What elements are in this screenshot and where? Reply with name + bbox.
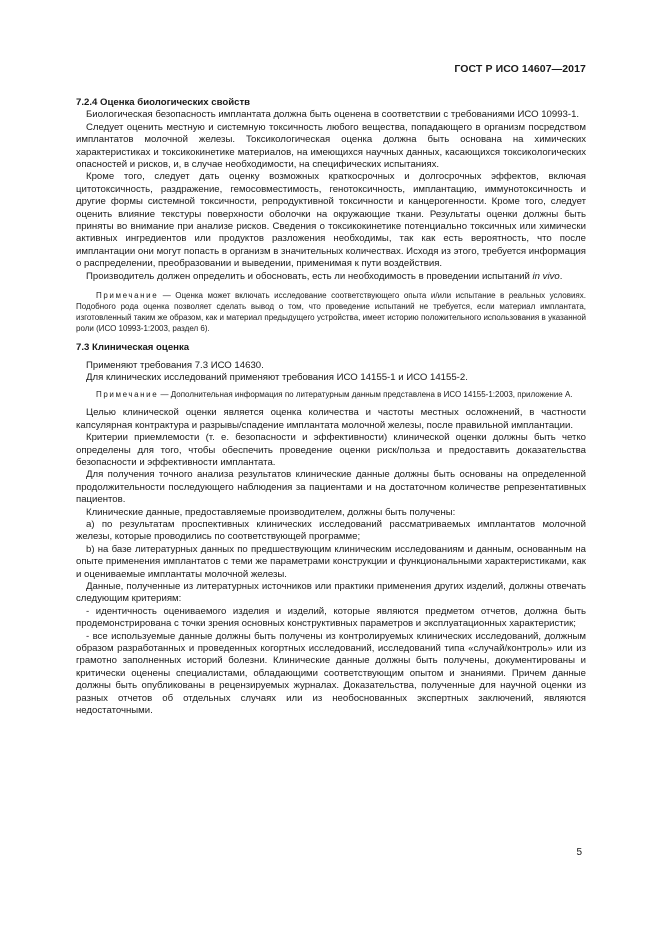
list-item: - идентичность оцениваемого изделия и изделий, которые являются предметом отчетов, должна быть продемонстрирована с точки зрения основных конструктивных параметров и эксплуатационных характеристик;: [76, 605, 586, 630]
note-label: Примечание: [96, 390, 159, 400]
page-number: 5: [576, 847, 582, 858]
text: Производитель должен определить и обосновать, есть ли необходимость в проведении испытаний: [86, 270, 530, 282]
text: .: [559, 270, 563, 282]
paragraph: Биологическая безопасность имплантата должна быть оценена в соответствии с требованиями ИСО 10993-1.: [86, 109, 580, 121]
list-item: b) на базе литературных данных по предшествующим клиническим исследованиям и данным, основанным на опыте применения имплантатов с теми же параметрами конструкции и функциональными характеристиками, как и оцениваемые имплантаты молочной железы.: [76, 543, 586, 580]
note-text: — Оценка может включать исследование соответствующего опыта и/или испытание в реальных условиях. Подобного рода оценка позволяет сделать вывод о том, что проведение испытаний не требуется, если материал имплантата, изготовленный таким же образом, как и материал предыдущего устройства, имеет историю положительного использования в указанной роли (ИСО 10993-1:2003, раздел 6).: [76, 291, 586, 334]
paragraph: Целью клинической оценки является оценка количества и частоты местных осложнений, в частности капсулярная контрактура и разрывы/спадение имплантата молочной железы, после правильной имплантации.: [76, 407, 586, 431]
section-724-heading: 7.2.4 Оценка биологических свойств: [76, 97, 251, 108]
note-text: — Дополнительная информация по литературным данным представлена в ИСО 14155-1:2003, приложение А.: [158, 390, 573, 400]
italic-text: in vivo: [532, 270, 560, 282]
paragraph: Данные, полученные из литературных источников или практики применения других изделий, должны отвечать следующим критериям:: [76, 581, 586, 605]
document-body: [76, 97, 586, 717]
paragraph: Следует оценить местную и системную токсичность любого вещества, попадающего в организм посредством имплантатов молочной железы. Токсикологическая оценка должна быть основана на химических характеристиках и токсикокинетике материалов, на имеющихся научных данных, касающихся токсикологических опасностей и рисков, и, в случае необходимости, на специфических испытаниях.: [76, 121, 586, 171]
section-73-heading: 7.3 Клиническая оценка: [76, 342, 190, 354]
standard-header: ГОСТ Р ИСО 14607—2017: [454, 63, 586, 75]
note: [76, 389, 586, 400]
paragraph: Критерии приемлемости (т. е. безопасности и эффективности) клинической оценки должны быть четко определены для того, чтобы обеспечить проведение оценки риск/польза и предоставить доказательства безопасности и эффективности имплантата.: [76, 432, 586, 468]
note-label: Примечание: [96, 291, 159, 301]
paragraph: Применяют требования 7.3 ИСО 14630.: [86, 359, 264, 371]
paragraph: Для получения точного анализа результатов клинические данные должны быть основаны на определенной продолжительности последующего наблюдения за пациентами и на достаточном количестве репрезентативных пациентов.: [76, 469, 586, 506]
note: [76, 290, 586, 334]
paragraph: Кроме того, следует дать оценку возможных краткосрочных и долгосрочных эффектов, включая цитотоксичность, раздражение, гемосовместимость, генотоксичность, имплантацию, иммунотоксичность и другие формы системной токсичности, репродуктивной токсичности и канцерогенности. Кроме того, следует оценить влияние текстуры поверхности оболочки на окружающие ткани. Результаты оценки должны быть приняты во внимание при анализе рисков. Сведения о токсикокинетике потенциально токсичных или химически активных ингредиентов или продуктов разложения необходимы, так как есть вероятность, что после имплантации они могут попасть в организм в значительных количествах. Исходя из этого, требуется информация о распределении, преобразовании и выведении, применимая к пути воздействия.: [76, 171, 586, 270]
paragraph: [76, 271, 586, 283]
paragraph: Для клинических исследований применяют требования ИСО 14155-1 и ИСО 14155-2.: [86, 371, 468, 383]
list-item: а) по результатам проспективных клинических исследований рассматриваемых имплантатов молочной железы, которые проводились по соответствующей программе;: [76, 518, 586, 543]
list-item: - все используемые данные должны быть получены из контролируемых клинических исследований, должным образом разработанных и проведенных когортных исследований, исследований типа «случай/контроль» или из грамотно заполненных историй болезни. Клинические данные должны быть получены, документированы и критически оценены специалистами, обладающими соответствующим опытом и знаниями. Причем данные должны быть опубликованы в рецензируемых журналах. Доказательства, полученные для научной оценки из разных отчетов об отдельных случаях или из необоснованных экспертных заключений, являются недостаточными.: [76, 630, 586, 717]
paragraph: Клинические данные, предоставляемые производителем, должны быть получены:: [86, 506, 456, 518]
